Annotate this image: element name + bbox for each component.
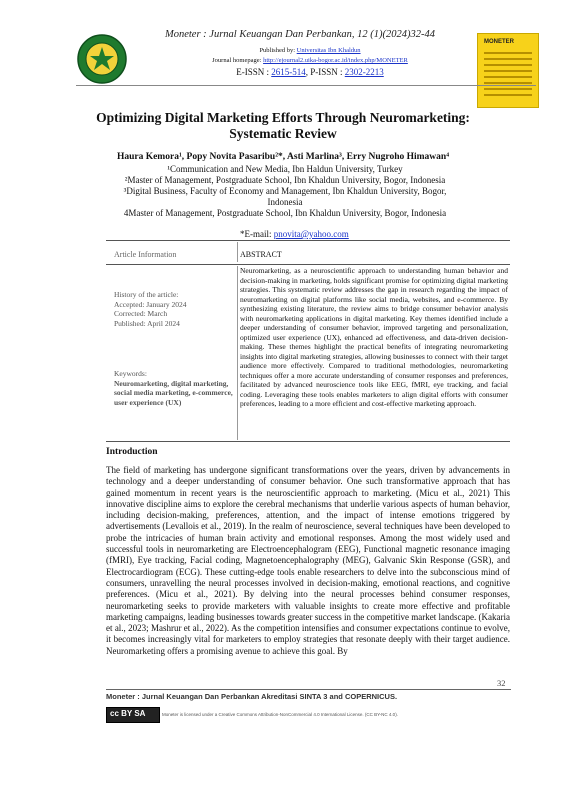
published-by-label: Published by: bbox=[259, 47, 296, 54]
email-link[interactable]: pnovita@yahoo.com bbox=[273, 229, 349, 239]
publisher-link[interactable]: Universitas Ibn Khaldun bbox=[296, 47, 361, 54]
journal-citation: Moneter : Jurnal Keuangan Dan Perbankan, 12 (1)(2024)32-44 bbox=[164, 29, 436, 40]
affiliation-list bbox=[110, 164, 460, 219]
publisher-block: Published by: Universitas Ibn Khaldun Journal homepage: http://ejournal2.uika-bogor.ac.id/index.php/MONETER E-ISSN : 2615-514, P-ISSN : 2302-2213 bbox=[212, 47, 408, 77]
abstract-header: ABSTRACT bbox=[240, 250, 282, 259]
article-title: Optimizing Digital Marketing Efforts Through Neuromarketing: Systematic Review bbox=[96, 110, 470, 141]
introduction-paragraph: The field of marketing has undergone significant transformations over the years, driven by advancements in technology and a deeper understanding of consumer behavior. One such transformative approach that has gained momentum in recent years is the neuroscientific approach to marketing. (Micu et al., 2021) This innovative discipline aims to explore the cerebral mechanisms that underlie various aspects of human behavior, including decision-making, preferences, attention, and the impact of intense emotions triggered by advertisements (Levallois et al., 2019). In the realm of neuroscience, several techniques have been developed to probe the intricacies of human brain activity and emotional responses. Among the most widely used and successful tools in neuromarketing are Electroencephalogram (EEG), Functional magnetic resonance imaging (fMRI), Eye tracking, Facial coding, Magnetoencephalography (MEG), Galvanic Skin Response (GSR), and Electrocardiogram (ECG). These cutting-edge tools enable researchers to delve into the subconscious mind of consumers, unravelling the neural processes involved in decision-making, emotional reactions, and cognitive preferences. (Micu et al., 2021). By delving into the neural processes behind consumer responses, neuromarketing seeks to provide marketers with valuable insights to create more effective and profitable marketing campaigns, leading businesses towards greater success in the competitive market landscape. (Kakaria et al., 2023; Mashrur et al., 2022). As the competition intensifies and consumer expectations continue to evolve, it becomes increasingly vital for marketers to employ strategies that resonate deeply with their target audience. Neuromarketing offers a promising avenue to achieve this goal. By bbox=[106, 465, 510, 656]
homepage-link[interactable]: http://ejournal2.uika-bogor.ac.id/index.php/MONETER bbox=[263, 57, 408, 64]
homepage-label: Journal homepage: bbox=[212, 57, 262, 64]
footer-journal-note: Moneter : Jurnal Keuangan Dan Perbankan Akreditasi SINTA 3 and COPERNICUS. bbox=[106, 692, 398, 701]
section-heading-introduction: Introduction bbox=[106, 447, 158, 457]
license-text: Moneter is licensed under a Creative Commons Attribution-NonCommercial 4.0 International License. (CC BY-NC 4.0). bbox=[162, 712, 398, 717]
keywords-label: Keywords: bbox=[114, 369, 147, 378]
email-label: *E-mail: bbox=[240, 229, 272, 239]
article-information-header: Article Information bbox=[114, 250, 177, 259]
cover-brand: MONETER bbox=[484, 39, 514, 45]
pissn-label: P-ISSN : bbox=[310, 67, 343, 77]
accepted-date: Accepted: January 2024 bbox=[114, 299, 187, 309]
keywords-block bbox=[114, 369, 236, 407]
table-mid-rule bbox=[106, 264, 510, 265]
article-history bbox=[114, 290, 234, 328]
table-top-rule bbox=[106, 240, 510, 241]
history-label: History of the article: bbox=[114, 290, 179, 299]
corrected-date: Corrected: March bbox=[114, 309, 168, 318]
keywords-value: Neuromarketing, digital marketing, social media marketing, e-commerce, user experience (UX) bbox=[114, 378, 233, 407]
table-bottom-rule bbox=[106, 441, 510, 442]
pissn-link[interactable]: 2302-2213 bbox=[344, 67, 384, 77]
page-number: 32 bbox=[497, 678, 506, 688]
eissn-link[interactable]: 2615-514 bbox=[271, 67, 306, 77]
table-body-divider bbox=[237, 266, 238, 440]
affiliation-3: ³Digital Business, Faculty of Economy and Management, Ibn Khaldun University, Bogor, Indonesia bbox=[123, 186, 447, 207]
published-date: Published: April 2024 bbox=[114, 318, 180, 328]
affiliation-4: 4Master of Management, Postgraduate School, Ibn Khaldun University, Bogor, Indonesia bbox=[123, 208, 447, 218]
university-seal-icon bbox=[76, 33, 128, 85]
journal-cover-image bbox=[477, 33, 539, 108]
cover-decoration bbox=[484, 52, 532, 100]
corresponding-email bbox=[240, 229, 349, 239]
creative-commons-badge[interactable] bbox=[106, 707, 160, 723]
eissn-label: E-ISSN : bbox=[236, 67, 269, 77]
affiliation-2: ²Master of Management, Postgraduate School, Ibn Khaldun University, Bogor, Indonesia bbox=[124, 175, 446, 185]
affiliation-1: ¹Communication and New Media, Ibn Haldun University, Turkey bbox=[167, 164, 403, 174]
footer-divider bbox=[106, 689, 511, 690]
abstract-text: Neuromarketing, as a neuroscientific approach to understanding human behavior and decision-making in marketing, holds significant promise for optimizing digital marketing strategies. This systematic review addresses the gap in research regarding the impact of neuromarketing on digital platforms like social media, websites, and e-commerce. By synthesizing existing literature, the review aims to bridge consumer behavior analysis with neuromarketing applications in digital marketing. Key themes identified include a deeper understanding of consumer behavior, improved targeting and personalization, optimized user experience (UX), enhanced ad effectiveness, and data-driven decision-making. These themes highlight the practical benefits of integrating neuromarketing insights into digital marketing strategies, allowing businesses to connect with their target audience more effectively. Compared to traditional methodologies, neuromarketing techniques offer a more accurate understanding of consumer responses and preferences, facilitated by advanced neuroscience tools like EEG, fMRI, eye tracking, and facial coding. Leveraging these tools enables marketers to align digital efforts with consumer preferences, leading to a more efficient and cost-effective marketing approach. bbox=[240, 266, 508, 408]
cc-badge-label: cc BY SA bbox=[110, 709, 146, 718]
table-header-divider bbox=[237, 242, 238, 262]
author-list: Haura Kemora¹, Popy Novita Pasaribu²*, Asti Marlina³, Erry Nugroho Himawan⁴ bbox=[116, 152, 450, 162]
header-divider bbox=[76, 85, 536, 86]
